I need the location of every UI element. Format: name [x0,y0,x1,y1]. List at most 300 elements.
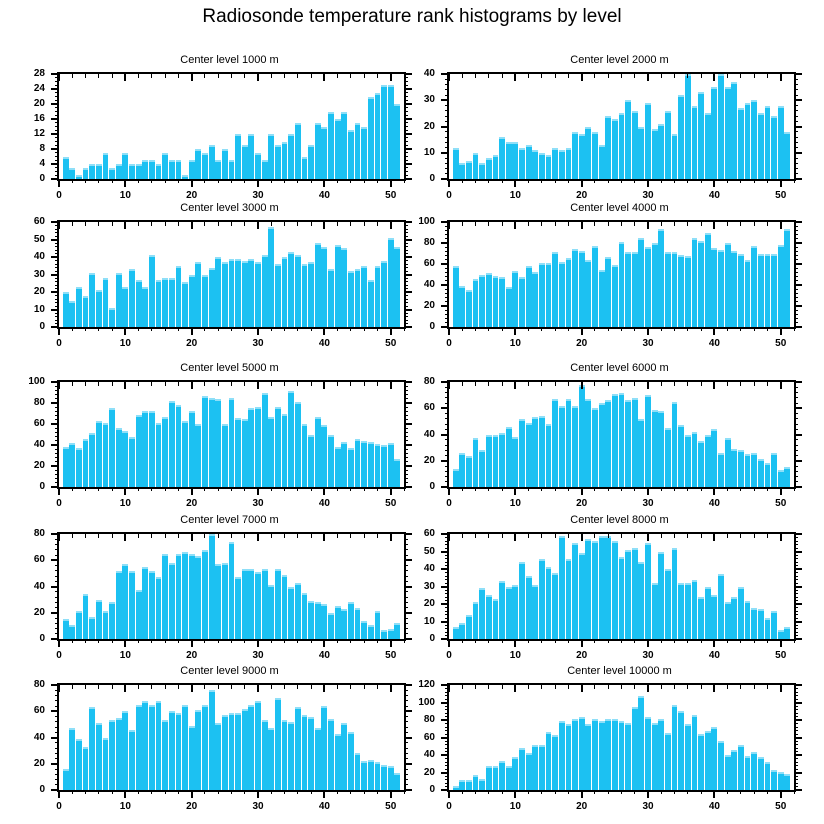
histogram-bar [765,463,771,487]
x-major-tick [581,222,583,229]
histogram-bar [209,145,215,179]
y-minor-tick [404,137,408,138]
y-minor-tick [55,549,59,550]
y-tick-label: 20 [423,120,435,132]
histogram-bar [149,160,155,179]
x-minor-tick [204,685,205,689]
x-major-tick [780,790,782,798]
histogram-bar [678,711,684,790]
y-minor-tick [794,318,798,319]
x-minor-tick [727,534,728,538]
x-minor-tick [488,382,489,386]
x-minor-tick [502,790,503,794]
histogram-bar [136,705,142,790]
y-minor-tick [445,173,449,174]
x-minor-tick [621,179,622,183]
histogram-bar [605,719,611,790]
x-minor-tick [364,327,365,331]
x-minor-tick [594,179,595,183]
x-minor-tick [112,327,113,331]
x-minor-tick [231,179,232,183]
y-minor-tick [794,776,798,777]
panel-title: Center level 4000 m [570,202,669,214]
y-major-tick [441,126,449,128]
x-major-tick [780,222,782,229]
y-major-tick [441,638,449,640]
y-minor-tick [55,407,59,408]
x-major-tick [514,639,516,647]
y-tick-label: 40 [33,251,45,262]
histogram-bar [248,259,254,327]
x-minor-tick [218,382,219,386]
y-minor-tick [445,116,449,117]
x-major-tick [323,685,325,692]
y-major-tick [794,789,802,791]
x-minor-tick [594,327,595,331]
x-minor-tick [462,74,463,78]
histogram-bar [685,435,691,488]
y-minor-tick [794,147,798,148]
x-minor-tick [85,534,86,538]
x-minor-tick [488,790,489,794]
histogram-bar [678,95,684,179]
y-major-tick [794,305,802,307]
y-minor-tick [445,476,449,477]
y-minor-tick [794,413,798,414]
y-minor-tick [445,579,449,580]
y-minor-tick [794,572,798,573]
histogram-bar [466,780,472,790]
histogram-bar [63,619,69,639]
y-major-tick [51,763,59,765]
y-minor-tick [55,482,59,483]
y-minor-tick [445,297,449,298]
x-major-tick [58,534,60,541]
x-minor-tick [488,222,489,226]
histogram-bar [149,705,155,790]
histogram-bar [388,629,394,640]
x-tick-label: 10 [509,338,521,349]
histogram-bar [109,168,115,179]
x-minor-tick [112,487,113,491]
y-minor-tick [794,481,798,482]
x-minor-tick [674,790,675,794]
y-minor-tick [55,398,59,399]
x-minor-tick [337,327,338,331]
histogram-bar [453,148,459,180]
x-minor-tick [284,790,285,794]
x-major-tick [713,790,715,798]
x-major-tick [713,222,715,229]
histogram-bar [486,435,492,488]
y-major-tick [794,568,802,570]
histogram-bar [103,738,109,791]
x-minor-tick [231,382,232,386]
x-tick-label: 0 [56,190,62,201]
plot-frame [57,72,406,181]
y-minor-tick [445,688,449,689]
y-tick-label: 10 [423,615,435,627]
histogram-bar [394,247,400,328]
histogram-bar [466,456,472,488]
y-major-tick [441,603,449,605]
y-minor-tick [794,600,798,601]
x-minor-tick [674,74,675,78]
x-minor-tick [350,487,351,491]
histogram-bar [162,153,168,179]
x-tick-label: 20 [576,801,588,812]
histogram-bar [652,129,658,179]
x-tick-label: 50 [385,650,397,661]
y-minor-tick [55,152,59,153]
x-minor-tick [72,534,73,538]
x-minor-tick [350,179,351,183]
x-minor-tick [740,639,741,643]
histogram-bar [771,453,777,487]
y-minor-tick [55,700,59,701]
y-tick-label: 80 [423,714,435,725]
y-major-tick [441,684,449,686]
y-minor-tick [404,474,408,475]
y-minor-tick [55,323,59,324]
histogram-bar [605,400,611,487]
x-minor-tick [541,685,542,689]
histogram-bar [202,275,208,328]
histogram-bar [784,132,790,179]
x-minor-tick [204,222,205,226]
x-tick-label: 20 [576,190,588,201]
x-minor-tick [555,382,556,386]
y-minor-tick [794,234,798,235]
x-minor-tick [687,222,688,226]
histogram-bar [725,87,731,179]
x-minor-tick [767,327,768,331]
histogram-bar [612,719,618,790]
x-minor-tick [85,685,86,689]
x-minor-tick [568,790,569,794]
y-minor-tick [794,95,798,96]
panel-title: Center level 2000 m [570,54,669,66]
y-major-tick [51,118,59,120]
y-minor-tick [445,709,449,710]
x-minor-tick [528,222,529,226]
x-minor-tick [297,685,298,689]
y-minor-tick [55,576,59,577]
y-tick-label: 40 [33,580,45,592]
plot-frame [57,380,406,489]
histogram-bar [738,745,744,791]
y-tick-label: 0 [39,321,45,332]
histogram-bar [532,150,538,179]
y-minor-tick [794,392,798,393]
x-major-tick [647,74,649,81]
y-tick-label: 60 [33,705,45,717]
x-minor-tick [541,222,542,226]
x-minor-tick [488,639,489,643]
x-minor-tick [754,534,755,538]
histogram-bar [361,761,367,790]
x-minor-tick [178,639,179,643]
histogram-bar [76,611,82,639]
histogram-bar [89,617,95,639]
y-tick-label: 30 [423,580,435,592]
x-minor-tick [72,179,73,183]
x-minor-tick [350,327,351,331]
y-minor-tick [794,548,798,549]
histogram-bar [195,149,201,179]
x-major-tick [448,382,450,389]
x-minor-tick [488,534,489,538]
histogram-bar [552,148,558,180]
x-tick-label: 50 [385,498,397,509]
x-minor-tick [740,179,741,183]
x-minor-tick [244,222,245,226]
x-tick-label: 20 [186,498,198,509]
histogram-bar [195,262,201,327]
histogram-bar [169,278,175,327]
histogram-bar [632,548,638,639]
y-minor-tick [445,544,449,545]
y-minor-tick [794,607,798,608]
y-minor-tick [445,413,449,414]
y-minor-tick [55,96,59,97]
y-minor-tick [794,779,798,780]
y-major-tick [51,486,59,488]
histogram-bar [295,123,301,179]
histogram-bar [519,148,525,180]
y-minor-tick [794,259,798,260]
histogram-bar [295,583,301,639]
x-major-tick [780,639,782,647]
y-minor-tick [445,590,449,591]
x-minor-tick [502,74,503,78]
y-tick-label: 20 [33,460,45,471]
histogram-bar [109,602,115,639]
histogram-bar [288,134,294,179]
histogram-bar [335,119,341,179]
x-minor-tick [767,487,768,491]
y-major-tick [794,586,802,588]
y-tick-label: 100 [28,376,45,387]
x-minor-tick [297,639,298,643]
x-tick-label: 30 [642,338,654,349]
x-minor-tick [72,327,73,331]
histogram-bar [375,266,381,327]
histogram-bar [459,453,465,487]
histogram-bar [394,773,400,790]
x-major-tick [191,487,193,495]
x-major-tick [448,790,450,798]
y-minor-tick [55,633,59,634]
x-major-tick [257,327,259,335]
histogram-bar [652,583,658,639]
histogram-bar [572,249,578,327]
x-minor-tick [244,179,245,183]
histogram-bar [189,160,195,179]
x-minor-tick [350,74,351,78]
histogram-bar [388,766,394,790]
histogram-bar [63,157,69,180]
x-minor-tick [284,74,285,78]
histogram-bar [182,705,188,790]
y-minor-tick [55,742,59,743]
histogram-bar [321,604,327,639]
x-tick-label: 20 [576,498,588,509]
histogram-bar [526,576,532,639]
x-minor-tick [165,74,166,78]
histogram-bar [619,721,625,790]
x-minor-tick [377,534,378,538]
x-major-tick [713,534,715,541]
x-major-tick [713,487,715,495]
x-tick-label: 40 [318,190,330,201]
y-minor-tick [445,769,449,770]
histogram-bar [275,264,281,327]
y-minor-tick [55,111,59,112]
y-major-tick [51,103,59,105]
histogram-bar [355,123,361,179]
histogram-bar [116,571,122,639]
y-major-tick [51,148,59,150]
histogram-bar [711,429,717,487]
y-minor-tick [55,394,59,395]
x-minor-tick [112,534,113,538]
histogram-bar [295,255,301,327]
y-minor-tick [55,602,59,603]
y-minor-tick [794,565,798,566]
x-tick-label: 30 [252,338,264,349]
x-major-tick [58,327,60,335]
x-major-tick [323,639,325,647]
y-major-tick [794,263,802,265]
histogram-bar [526,266,532,327]
histogram-bar [486,595,492,639]
y-minor-tick [445,392,449,393]
x-minor-tick [271,382,272,386]
histogram-bar [83,296,89,328]
histogram-bar [599,270,605,327]
y-major-tick [51,291,59,293]
x-minor-tick [727,382,728,386]
histogram-bar [381,261,387,328]
x-minor-tick [72,639,73,643]
x-minor-tick [271,487,272,491]
histogram-bar [579,717,585,790]
histogram-bar [89,164,95,179]
y-minor-tick [55,769,59,770]
histogram-bar [638,562,644,639]
y-minor-tick [404,141,408,142]
histogram-bar [645,247,651,327]
x-major-tick [390,685,392,692]
x-major-tick [448,327,450,335]
histogram-bar [665,252,671,327]
y-major-tick [794,381,802,383]
y-tick-label: 40 [423,279,435,290]
histogram-bar [479,163,485,179]
y-tick-label: 30 [423,94,435,106]
histogram-bar [275,407,281,487]
x-minor-tick [138,179,139,183]
y-minor-tick [445,481,449,482]
histogram-bar [156,701,162,790]
y-major-tick [441,702,449,704]
y-minor-tick [445,593,449,594]
x-major-tick [58,487,60,495]
x-minor-tick [231,327,232,331]
x-minor-tick [112,639,113,643]
x-minor-tick [244,790,245,794]
x-minor-tick [284,685,285,689]
y-minor-tick [445,163,449,164]
histogram-bar [302,593,308,639]
x-minor-tick [727,74,728,78]
y-minor-tick [55,597,59,598]
y-minor-tick [445,597,449,598]
y-tick-label: 60 [423,528,435,539]
histogram-bar [381,445,387,487]
y-minor-tick [404,295,408,296]
x-major-tick [323,179,325,187]
y-minor-tick [794,744,798,745]
plot-frame [447,220,796,329]
y-minor-tick [55,246,59,247]
x-minor-tick [244,327,245,331]
y-minor-tick [794,110,798,111]
x-major-tick [191,534,193,541]
x-minor-tick [138,487,139,491]
y-minor-tick [55,758,59,759]
y-tick-label: 50 [423,545,435,557]
histogram-bar [328,435,334,488]
histogram-bar [506,142,512,179]
x-major-tick [713,639,715,647]
histogram-bar [705,435,711,488]
x-major-tick [780,179,782,187]
histogram-bar [142,411,148,487]
y-major-tick [441,152,449,154]
x-minor-tick [204,179,205,183]
x-minor-tick [727,179,728,183]
histogram-bar [215,564,221,639]
histogram-bar [268,227,274,327]
y-minor-tick [55,299,59,300]
y-minor-tick [55,432,59,433]
x-minor-tick [475,382,476,386]
y-minor-tick [794,692,798,693]
y-major-tick [441,284,449,286]
x-tick-label: 20 [186,650,198,661]
y-major-tick [404,118,412,120]
histogram-bar [335,734,341,790]
y-tick-label: 60 [33,554,45,566]
x-tick-label: 10 [509,650,521,661]
x-tick-label: 0 [56,650,62,661]
y-minor-tick [794,89,798,90]
x-minor-tick [727,685,728,689]
y-major-tick [404,710,412,712]
histogram-bar [658,552,664,640]
histogram-bar [572,406,578,487]
x-tick-label: 0 [56,498,62,509]
histogram-bar [302,715,308,790]
histogram-bar [348,732,354,790]
y-minor-tick [55,295,59,296]
x-tick-label: 0 [56,338,62,349]
x-minor-tick [337,222,338,226]
y-minor-tick [55,250,59,251]
x-tick-label: 30 [642,498,654,509]
